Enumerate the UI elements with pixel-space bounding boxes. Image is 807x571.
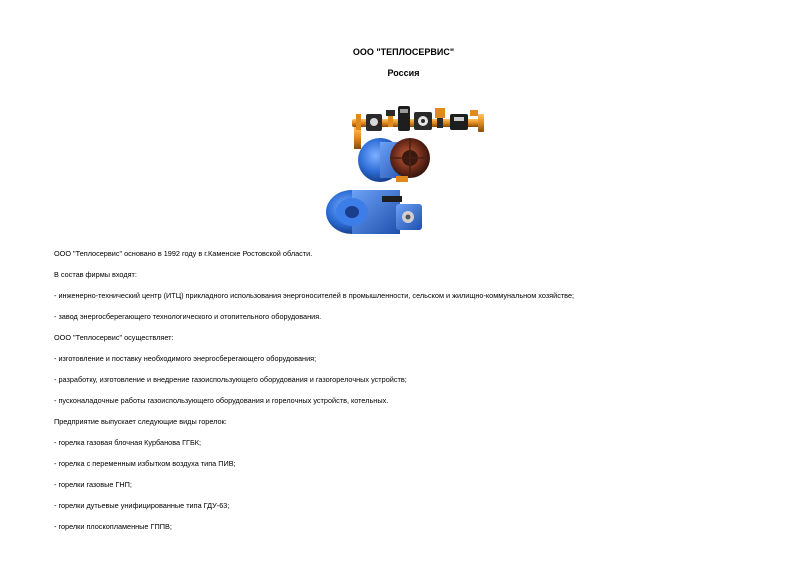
paragraph-service-develop: - разработку, изготовление и внедрение газоиспользующего оборудования и газогорелочных устройств; (54, 375, 407, 384)
paragraph-structure-plant: - завод энергосберегающего технологического и отопительного оборудования. (54, 312, 322, 321)
paragraph-structure-heading: В состав фирмы входят: (54, 270, 137, 279)
paragraph-founding: ООО "Теплосервис" основано в 1992 году в г.Каменске Ростовской области. (54, 249, 313, 258)
paragraph-product-gdu: - горелки дутьевые унифицированные типа ГДУ-63; (54, 501, 230, 510)
paragraph-products-heading: Предприятие выпускает следующие виды горелок: (54, 417, 227, 426)
paragraph-product-ggbk: - горелка газовая блочная Курбанова ГГБК; (54, 438, 202, 447)
paragraph-structure-itc: - инженерно-технический центр (ИТЦ) прикладного использования энергоносителей в промышленности, сельском и жилищно-коммунальном хозяйстве; (54, 291, 575, 300)
paragraph-product-gppv: - горелки плоскопламенные ГППВ; (54, 522, 172, 531)
paragraph-product-gnp: - горелки газовые ГНП; (54, 480, 132, 489)
paragraph-product-piv: - горелка с переменным избытком воздуха типа ПИВ; (54, 459, 236, 468)
company-title: ООО "ТЕПЛОСЕРВИС" (352, 47, 455, 57)
paragraph-services-heading: ООО "Теплосервис" осуществляет: (54, 333, 174, 342)
paragraph-service-commission: - пусконаладочные работы газоиспользующего оборудования и горелочных устройств, котельных. (54, 396, 389, 405)
paragraph-service-supply: - изготовление и поставку необходимого энергосберегающего оборудования; (54, 354, 317, 363)
gas-burner-illustration (322, 100, 492, 235)
country-title: Россия (387, 68, 420, 78)
